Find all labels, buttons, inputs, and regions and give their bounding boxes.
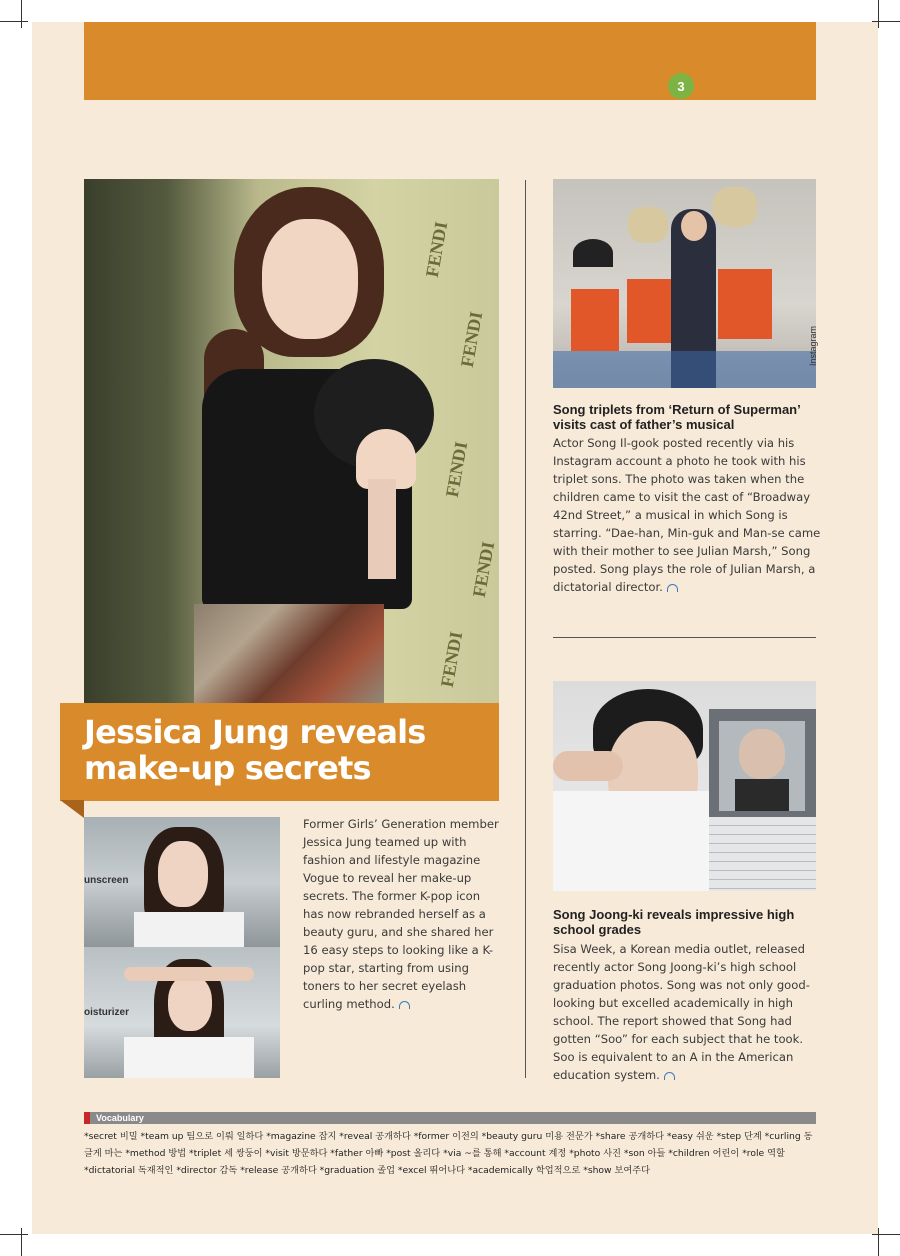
makeup-video-still-2 [84,947,280,1078]
song-joong-ki-photo [553,681,816,891]
crop-mark [0,21,28,22]
song-joong-ki-headline: Song Joong-ki reveals impressive high school grades [553,907,795,937]
makeup-video-still-1 [84,817,280,947]
photo-credit: Instagram [808,325,818,366]
song-joong-ki-story-body: Sisa Week, a Korean media outlet, released recently actor Song Joong-ki’s high school graduation photos. Song was not only good-looking but excelled academically in high school. The report showed that Song had gotten “Soo” for each subject that he took. Soo is equivalent to an A in the American education system. [553,942,810,1082]
backdrop-logo: FENDI [441,440,472,499]
backdrop-logo: FENDI [421,220,452,279]
crop-mark [878,1228,879,1256]
story-divider [553,637,816,638]
jessica-jung-photo [84,179,499,703]
audio-icon [399,1001,410,1009]
video-caption: oisturizer [84,1007,130,1018]
song-triplets-photo [553,179,816,388]
vocabulary-label: Vocabulary [96,1113,144,1123]
backdrop-logo: FENDI [436,630,467,689]
video-caption: unscreen [84,875,129,886]
page-number: 07 [792,74,816,97]
crop-mark [872,1234,900,1235]
audio-icon [667,584,678,592]
section-header [668,68,816,104]
crop-mark [21,0,22,28]
yearbook-inset [709,709,816,891]
triplets-headline: Song triplets from ‘Return of Superman’ visits cast of father’s musical [553,402,801,432]
crop-mark [21,1228,22,1256]
vocabulary-marker [84,1112,90,1124]
main-story-body: Former Girls’ Generation member Jessica Jung teamed up with fashion and lifestyle magazine Vogue to reveal her make-up secrets. The former K-pop icon has now rebranded herself as a beauty guru, and she shared her 16 easy steps to looking like a K-pop star, starting from using toners to her secret eyelash curling method. [303,817,499,1011]
audio-icon [664,1072,675,1080]
backdrop-logo: FENDI [456,310,487,369]
crop-mark [878,0,879,28]
column-divider [525,180,526,1078]
vocabulary-list: *secret 비밀 *team up 팀으로 이뤄 일하다 *magazine 잡지 *reveal 공개하다 *former 이전의 *beauty guru 미용 전문가 *share 공개하다 *easy 쉬운 *step 단계 *curling 동글게 마는 *method 방법 *triplet 세 쌍둥이 *visit 방문하다 *father 아빠 *post 올리다 *via ~를 통해 *account 계정 *photo 사진 *son 아들 *children 어린이 *role 역할 *dictatorial 독재적인 *director 감독 *release 공개하다 *graduation 졸업 *excel 뛰어나다 *academically 학업적으로 *show 보여주다 [84,1131,813,1176]
vocabulary-bar [84,1112,816,1124]
backdrop-logo: FENDI [468,540,499,599]
headline-banner-fold [60,800,84,818]
main-headline: Jessica Jung reveals make-up secrets [84,713,426,787]
section-title: PEOPLE [702,74,785,97]
crop-mark [0,1234,28,1235]
triplets-story-body: Actor Song Il-gook posted recently via his Instagram account a photo he took with his triplet sons. The photo was taken when the children came to visit the cast of “Broadway 42nd Street,” a musical in which Song is starring. “Dae-han, Min-guk and Man-se came with their mother to see Julian Marsh,” Song posted. Song plays the role of Julian Marsh, a dictatorial director. [553,436,821,594]
peace-sign-icon: 3 [668,73,694,99]
